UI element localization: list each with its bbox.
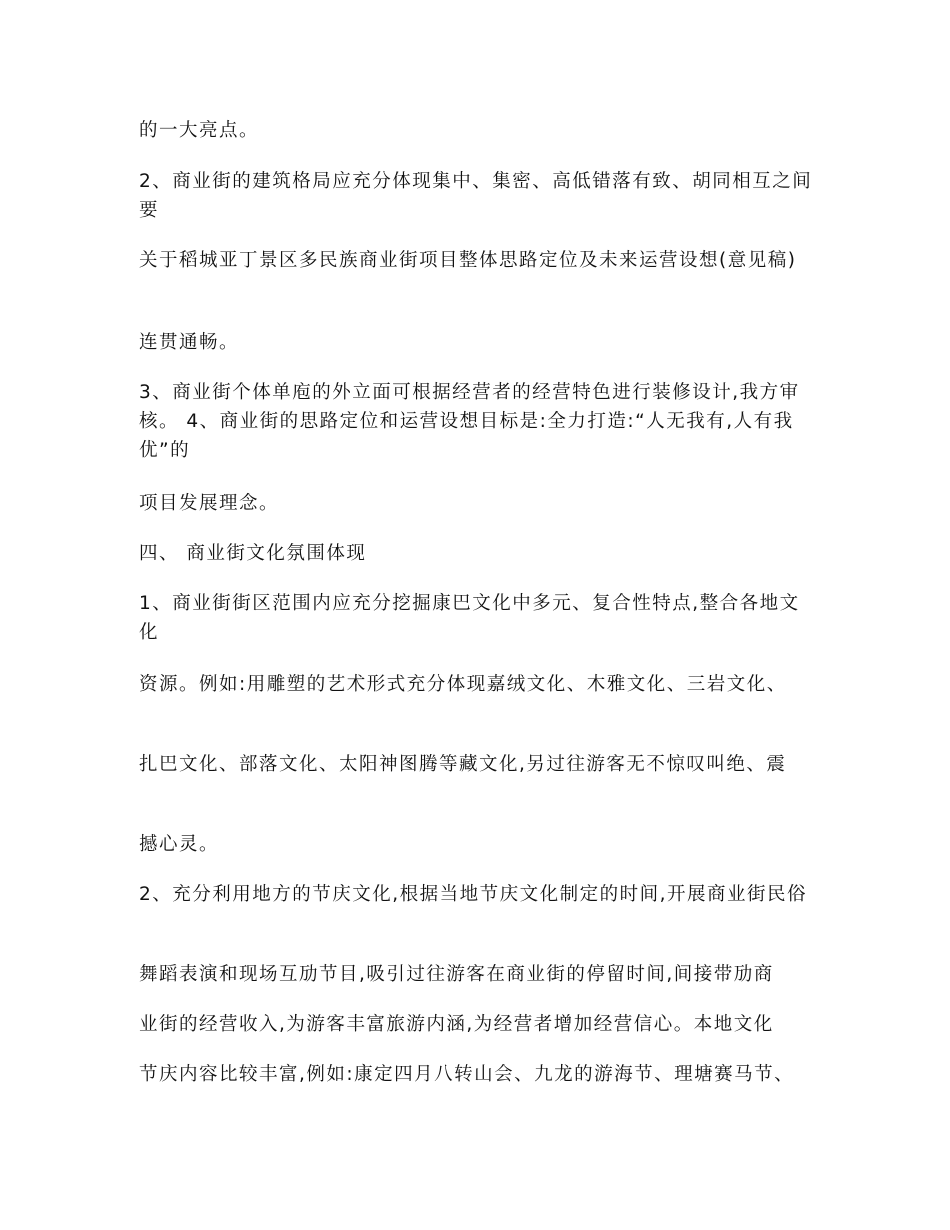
paragraph-8: 扎巴文化、部落文化、太阳神图腾等藏文化,另过往游客无不惊叹叫绝、震: [139, 754, 787, 775]
paragraph-12: 业街的经营收入,为游客丰富旅游内涵,为经营者增加经营信心。本地文化: [139, 1014, 774, 1035]
paragraph-1: 的一大亮点。: [139, 120, 260, 141]
paragraph-10: 2、充分利用地方的节庆文化,根据当地节庆文化制定的时间,开展商业街民俗: [139, 884, 808, 905]
document-title-line: 关于稻城亚丁景区多民族商业街项目整体思路定位及未来运营设想(意见稿): [139, 250, 797, 271]
paragraph-3: 连贯通畅。: [139, 332, 240, 353]
paragraph-7: 资源。例如:用雕塑的艺术形式充分体现嘉绒文化、木雅文化、三岩文化、: [139, 674, 787, 695]
paragraph-4: 3、商业街个体单庖的外立面可根据经营者的经营特色进行装修设计,我方审核。 4、商业街的思路定位和运营设想目标是:全力打造:“人无我有,人有我优”的: [139, 382, 800, 461]
paragraph-5: 项目发展理念。: [139, 493, 280, 514]
section-heading: 四、 商业街文化氛围体现: [139, 543, 367, 564]
paragraph-9: 撼心灵。: [139, 834, 220, 855]
paragraph-6: 1、商业街街区范围内应充分挖掘康巴文化中多元、复合性特点,整合各地文化: [139, 593, 800, 643]
paragraph-2: 2、商业街的建筑格局应充分体现集中、集密、高低错落有致、胡同相互之间要: [139, 171, 813, 221]
paragraph-13: 节庆内容比较丰富,例如:康定四月八转山会、九龙的游海节、理塘赛马节、: [139, 1064, 795, 1085]
paragraph-11: 舞蹈表演和现场互劢节目,吸引过往游客在商业街的停留时间,间接带劢商: [139, 964, 774, 985]
